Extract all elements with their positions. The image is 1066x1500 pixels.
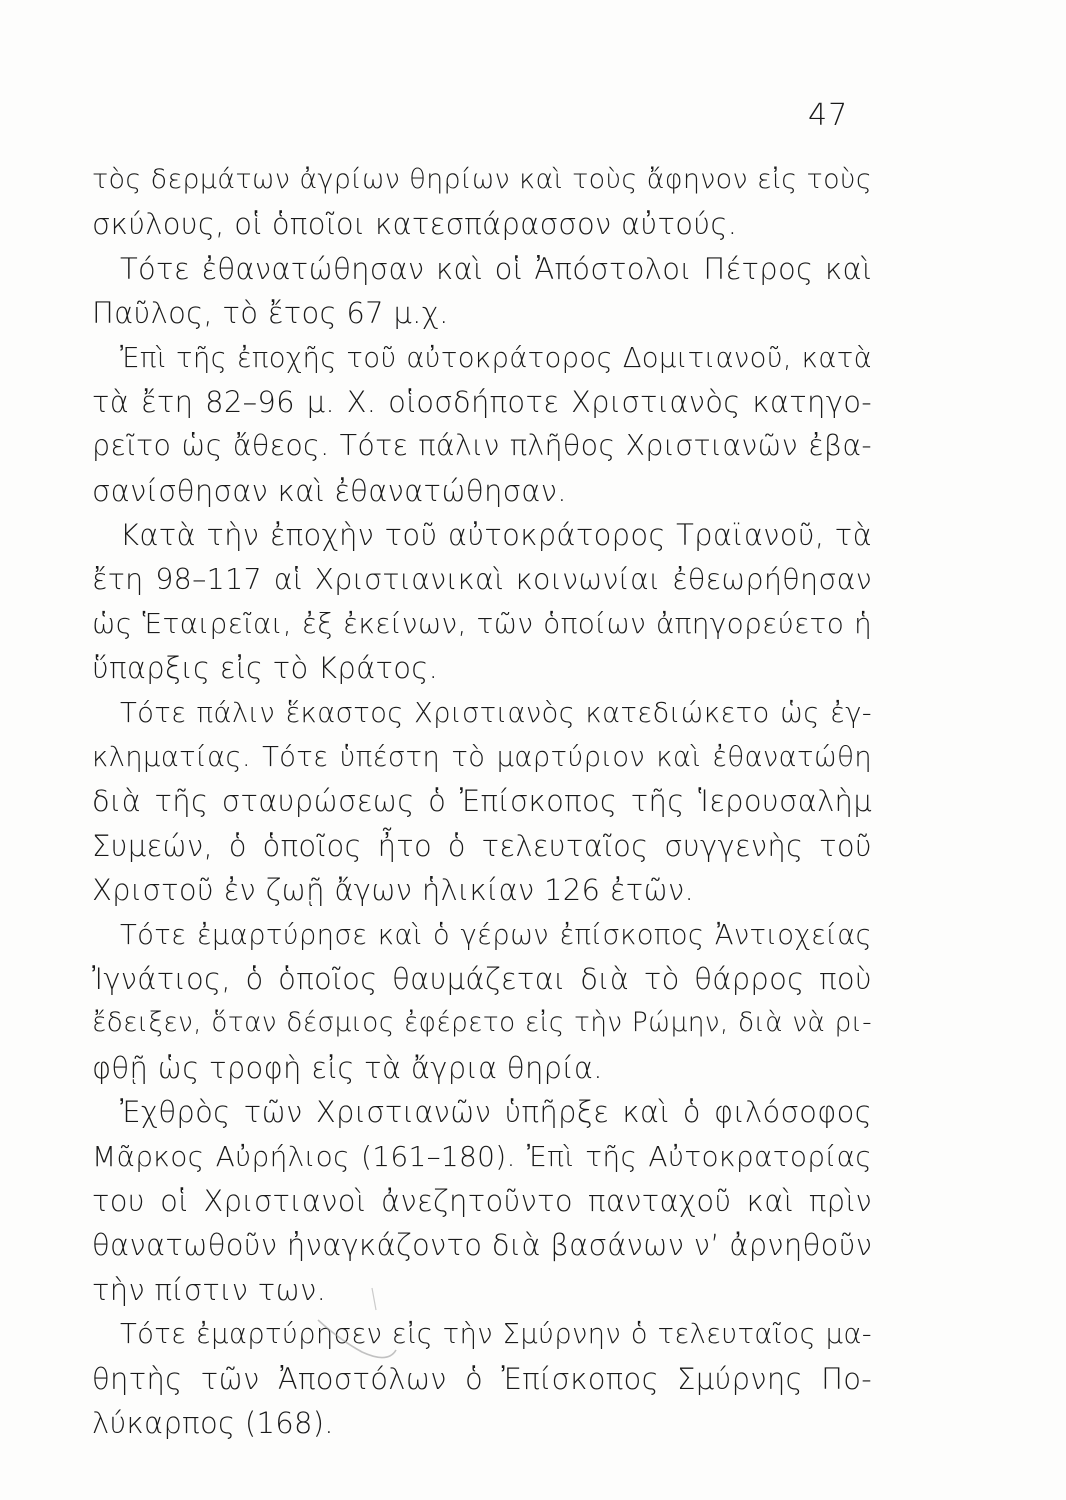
text-line: κληματίας. Τότε ὑπέστη τὸ μαρτύριον καὶ ἐθανατώθη — [92, 741, 872, 774]
text-line: διὰ τῆς σταυρώσεως ὁ Ἐπίσκοπος τῆς Ἱερουσαλὴμ — [92, 784, 872, 819]
text-line: θητὴς τῶν Ἀποστόλων ὁ Ἐπίσκοπος Σμύρνης Πο- — [92, 1361, 872, 1396]
text-line: τὸς δερμάτων ἀγρίων θηρίων καὶ τοὺς ἄφηνον εἰς τοὺς — [92, 164, 872, 195]
text-line: ὡς Ἑταιρεῖαι, ἐξ ἐκείνων, τῶν ὁποίων ἀπηγορεύετο ἡ — [92, 606, 872, 640]
text-line: ἔδειξεν, ὅταν δέσμιος ἐφέρετο εἰς τὴν Ρώμην, διὰ νὰ ρι- — [92, 1007, 872, 1039]
text-line: Παῦλος, τὸ ἔτος 67 μ.χ. — [92, 296, 449, 331]
text-line: ὕπαρξις εἰς τὸ Κράτος. — [92, 651, 439, 686]
text-line: Κατὰ τὴν ἐποχὴν τοῦ αὐτοκράτορος Τραϊανοῦ, τὰ — [120, 518, 872, 553]
text-line: Ἰγνάτιος, ὁ ὁποῖος θαυμάζεται διὰ τὸ θάρρος ποὺ — [92, 962, 872, 997]
text-line: Ἐπὶ τῆς ἐποχῆς τοῦ αὐτοκράτορος Δομιτιανοῦ, κατὰ — [120, 341, 872, 374]
text-line: τὴν πίστιν των. — [92, 1272, 327, 1307]
text-line: Ἐχθρὸς τῶν Χριστιανῶν ὑπῆρξε καὶ ὁ φιλόσοφος — [120, 1095, 872, 1130]
text-line: ἔτη 98–117 αἱ Χριστιανικαὶ κοινωνίαι ἐθεωρήθησαν — [92, 562, 872, 596]
text-line: τὰ ἔτη 82–96 μ. Χ. οἱοσδήποτε Χριστιανὸς κατηγο- — [92, 384, 872, 419]
body-text — [92, 158, 872, 1445]
text-line: Χριστοῦ ἐν ζωῇ ἄγων ἡλικίαν 126 ἐτῶν. — [92, 873, 695, 908]
text-line: σανίσθησαν καὶ ἐθανατώθησαν. — [92, 473, 567, 508]
text-line: Μᾶρκος Αὐρήλιος (161–180). Ἐπὶ τῆς Αὐτοκρατορίας — [92, 1139, 872, 1173]
text-line: Συμεών, ὁ ὁποῖος ἦτο ὁ τελευταῖος συγγενὴς τοῦ — [92, 828, 872, 863]
text-line: ρεῖτο ὡς ἄθεος. Τότε πάλιν πλῆθος Χριστιανῶν ἐβα- — [92, 429, 872, 463]
text-line: Τότε ἐμαρτύρησε καὶ ὁ γέρων ἐπίσκοπος Ἀντιοχείας — [120, 918, 872, 951]
text-line: Τότε πάλιν ἕκαστος Χριστιανὸς κατεδιώκετο ὡς ἐγ- — [120, 696, 872, 729]
text-line: Τότε ἐμαρτύρησεν εἰς τὴν Σμύρνην ὁ τελευταῖος μα- — [120, 1318, 872, 1351]
text-line: Τότε ἐθανατώθησαν καὶ οἱ Ἀπόστολοι Πέτρος καὶ — [120, 251, 872, 286]
text-line: φθῇ ὡς τροφὴ εἰς τὰ ἄγρια θηρία. — [92, 1050, 603, 1085]
text-line: σκύλους, οἱ ὁποῖοι κατεσπάρασσον αὐτούς. — [92, 207, 738, 242]
text-line: θανατωθοῦν ἠναγκάζοντο διὰ βασάνων ν’ ἀρνηθοῦν — [92, 1228, 873, 1263]
text-line: λύκαρπος (168). — [92, 1405, 334, 1440]
text-line: του οἱ Χριστιανοὶ ἀνεζητοῦντο πανταχοῦ καὶ πρὶν — [92, 1183, 872, 1218]
page-number: 47 — [808, 98, 849, 133]
